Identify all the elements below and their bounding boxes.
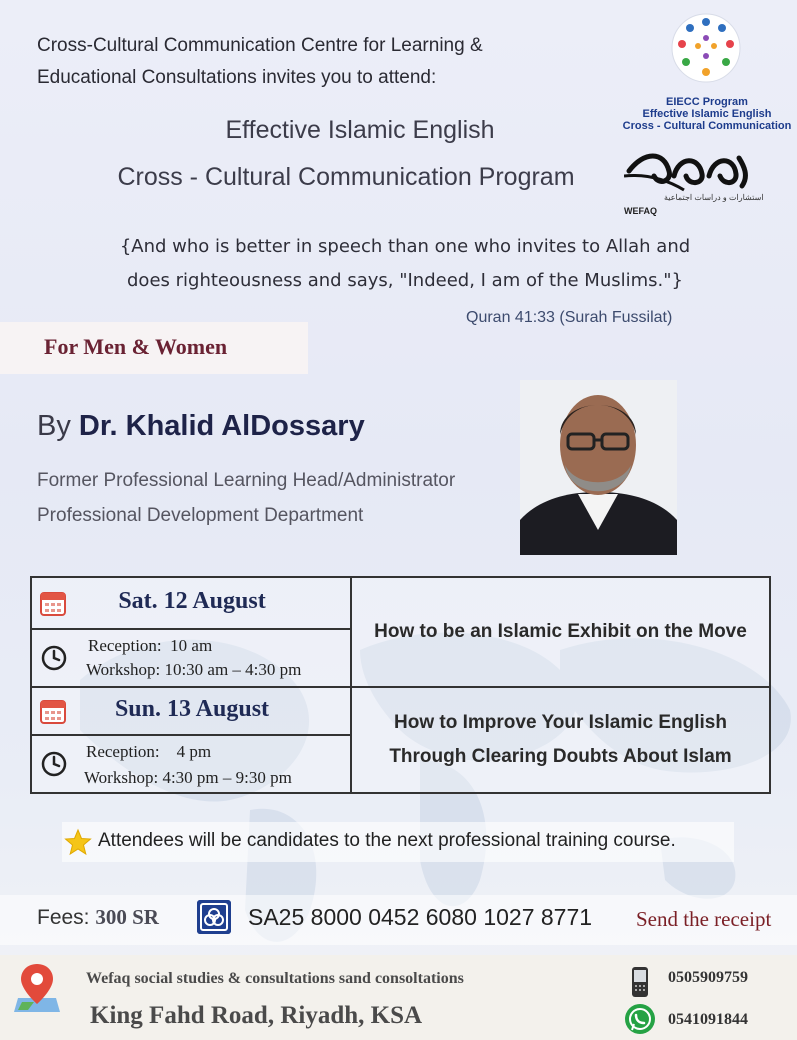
iban-number: SA25 8000 0452 6080 1027 8771 — [248, 904, 593, 930]
bank-icon — [197, 900, 231, 934]
session-2-time-cell — [31, 735, 351, 793]
session-1-topic: How to be an Islamic Exhibit on the Move — [374, 621, 747, 642]
session-2-topic-line-2: Through Clearing Doubts About Islam — [389, 746, 732, 767]
fees — [37, 905, 159, 930]
program-title-line-1: Effective Islamic English — [225, 116, 495, 144]
session-2-reception-time: 4 pm — [176, 742, 212, 761]
by-label: By — [37, 410, 71, 442]
session-1-time-cell — [31, 629, 351, 687]
whatsapp-number[interactable]: 0541091844 — [668, 1011, 748, 1028]
fees-amount: 300 SR — [95, 905, 159, 929]
intro-line-1: Cross-Cultural Communication Centre for Learning & — [37, 35, 483, 56]
session-row — [31, 687, 770, 735]
workshop-label: Workshop: — [86, 660, 161, 679]
star-icon — [64, 828, 92, 856]
logo-subtitle-1: Effective Islamic English — [642, 108, 772, 120]
quote-line-2: does righteousness and says, "Indeed, I am of the Muslims."} — [127, 270, 683, 291]
whatsapp-icon — [624, 1003, 656, 1035]
session-2-workshop-time: 4:30 pm – 9:30 pm — [162, 768, 292, 787]
schedule-table — [30, 576, 771, 794]
speaker-photo — [520, 380, 677, 555]
speaker-role-2: Professional Development Department — [37, 505, 364, 526]
session-1-day: Sat. 12 August — [118, 588, 266, 614]
session-2-day-cell — [31, 687, 351, 735]
logo-title: EIECC Program — [666, 96, 748, 108]
logo-subtitle-2: Cross - Cultural Communication — [622, 120, 792, 132]
mobile-number[interactable]: 0505909759 — [668, 969, 748, 986]
session-1-reception-time: 10 am — [170, 636, 213, 655]
session-2-topic-line-1: How to Improve Your Islamic English — [394, 712, 727, 733]
session-2-day: Sun. 13 August — [114, 696, 270, 722]
audience-label: For Men & Women — [44, 334, 228, 359]
reception-label: Reception: — [86, 742, 160, 761]
speaker-name: Dr. Khalid AlDossary — [78, 410, 365, 442]
fees-label: Fees: — [37, 906, 90, 929]
session-1-day-cell — [31, 577, 351, 629]
speaker-role-1: Former Professional Learning Head/Administrator — [37, 470, 456, 491]
organization-name: Wefaq social studies & consultations sand consoltations — [86, 970, 464, 987]
session-1-topic-cell — [351, 577, 770, 687]
address: King Fahd Road, Riyadh, KSA — [90, 1002, 423, 1029]
quran-quote — [100, 230, 710, 298]
session-2-topic-cell — [351, 687, 770, 793]
mobile-phone-icon — [630, 966, 650, 998]
intro-text — [37, 30, 483, 94]
quote-reference: Quran 41:33 (Surah Fussilat) — [466, 309, 673, 326]
intro-line-2: Educational Consultations invites you to attend: — [37, 67, 437, 88]
location-pin-icon — [14, 962, 60, 1014]
eiecc-globe-logo-icon — [670, 12, 742, 84]
clock-icon — [40, 644, 68, 672]
quote-line-1: {And who is better in speech than one who invites to Allah and — [119, 236, 691, 257]
wefaq-name: WEFAQ — [624, 206, 657, 216]
send-receipt-text: Send the receipt — [636, 907, 772, 931]
notice-text: Attendees will be candidates to the next professional training course. — [98, 830, 676, 851]
wefaq-calligraphy-logo-icon — [624, 146, 754, 196]
reception-label: Reception: — [88, 636, 162, 655]
logo-block — [622, 12, 792, 222]
session-1-workshop-time: 10:30 am – 4:30 pm — [164, 660, 302, 679]
speaker-heading — [37, 410, 365, 443]
program-title-line-2: Cross - Cultural Communication Program — [117, 163, 575, 191]
wefaq-arabic-text: استشارات و دراسات اجتماعية — [664, 193, 764, 202]
workshop-label: Workshop: — [84, 768, 159, 787]
clock-icon — [40, 750, 68, 778]
session-row — [31, 577, 770, 629]
